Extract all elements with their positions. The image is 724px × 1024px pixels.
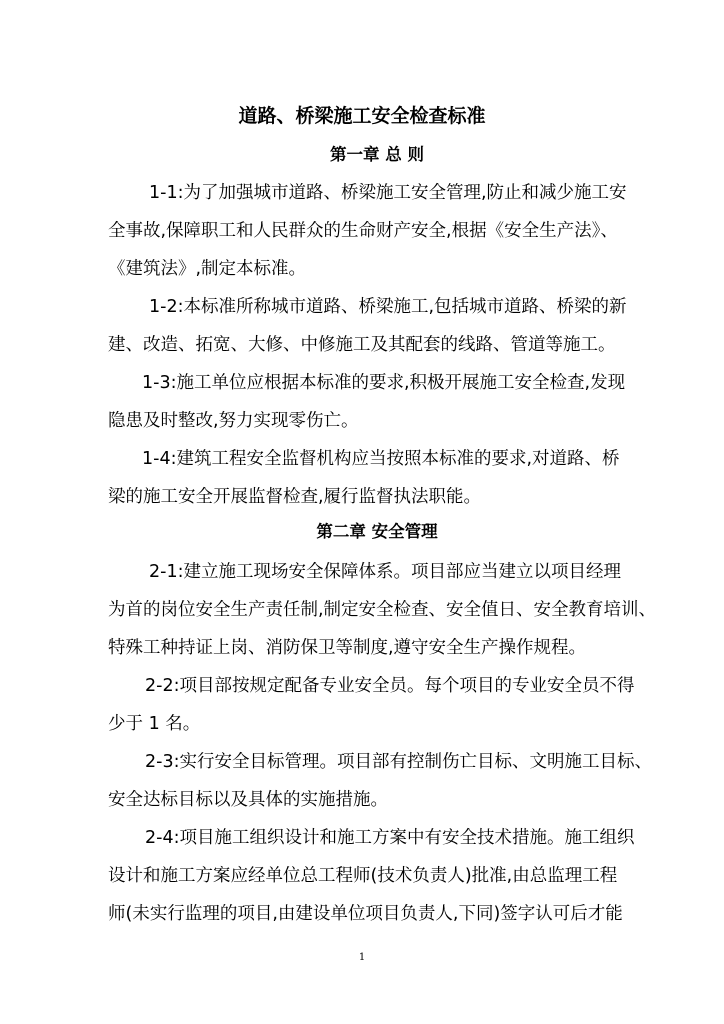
paragraph-line: 1-4:建筑工程安全监督机构应当按照本标准的要求,对道路、桥 <box>142 449 620 469</box>
paragraph-line: 2-2:项目部按规定配备专业安全员。每个项目的专业安全员不得 <box>145 676 635 696</box>
paragraph-line: 2-3:实行安全目标管理。项目部有控制伤亡目标、文明施工目标、 <box>145 752 652 772</box>
page-number: 1 <box>358 952 366 963</box>
paragraph-line: 建、改造、拓宽、大修、中修施工及其配套的线路、管道等施工。 <box>108 335 616 355</box>
paragraph-line: 2-4:项目施工组织设计和施工方案中有安全技术措施。施工组织 <box>145 828 635 848</box>
paragraph-line: 隐患及时整改,努力实现零伤亡。 <box>108 411 359 431</box>
paragraph-line: 1-2:本标准所称城市道路、桥梁施工,包括城市道路、桥梁的新 <box>149 297 627 317</box>
paragraph-line: 安全达标目标以及具体的实施措施。 <box>108 790 388 810</box>
paragraph-line: 《建筑法》,制定本标准。 <box>108 259 307 279</box>
document-title: 道路、桥梁施工安全检查标准 <box>238 105 486 127</box>
chapter-heading: 第二章 安全管理 <box>316 522 438 541</box>
paragraph-line: 少于 1 名。 <box>108 714 201 734</box>
paragraph-line: 梁的施工安全开展监督检查,履行监督执法职能。 <box>108 487 482 507</box>
paragraph-line: 特殊工种持证上岗、消防保卫等制度,遵守安全生产操作规程。 <box>108 638 587 658</box>
paragraph-line: 为首的岗位安全生产责任制,制定安全检查、安全值日、安全教育培训、 <box>108 600 657 620</box>
paragraph-line: 1-1:为了加强城市道路、桥梁施工安全管理,防止和减少施工安 <box>149 183 627 203</box>
paragraph-line: 全事故,保障职工和人民群众的生命财产安全,根据《安全生产法》、 <box>108 221 618 241</box>
paragraph-line: 1-3:施工单位应根据本标准的要求,积极开展施工安全检查,发现 <box>142 373 626 393</box>
chapter-heading: 第一章 总 则 <box>330 145 424 164</box>
paragraph-line: 2-1:建立施工现场安全保障体系。项目部应当建立以项目经理 <box>149 562 621 582</box>
paragraph-line: 师(未实行监理的项目,由建设单位项目负责人,下同)签字认可后才能 <box>108 904 623 924</box>
paragraph-line: 设计和施工方案应经单位总工程师(技术负责人)批准,由总监理工程 <box>108 866 618 886</box>
